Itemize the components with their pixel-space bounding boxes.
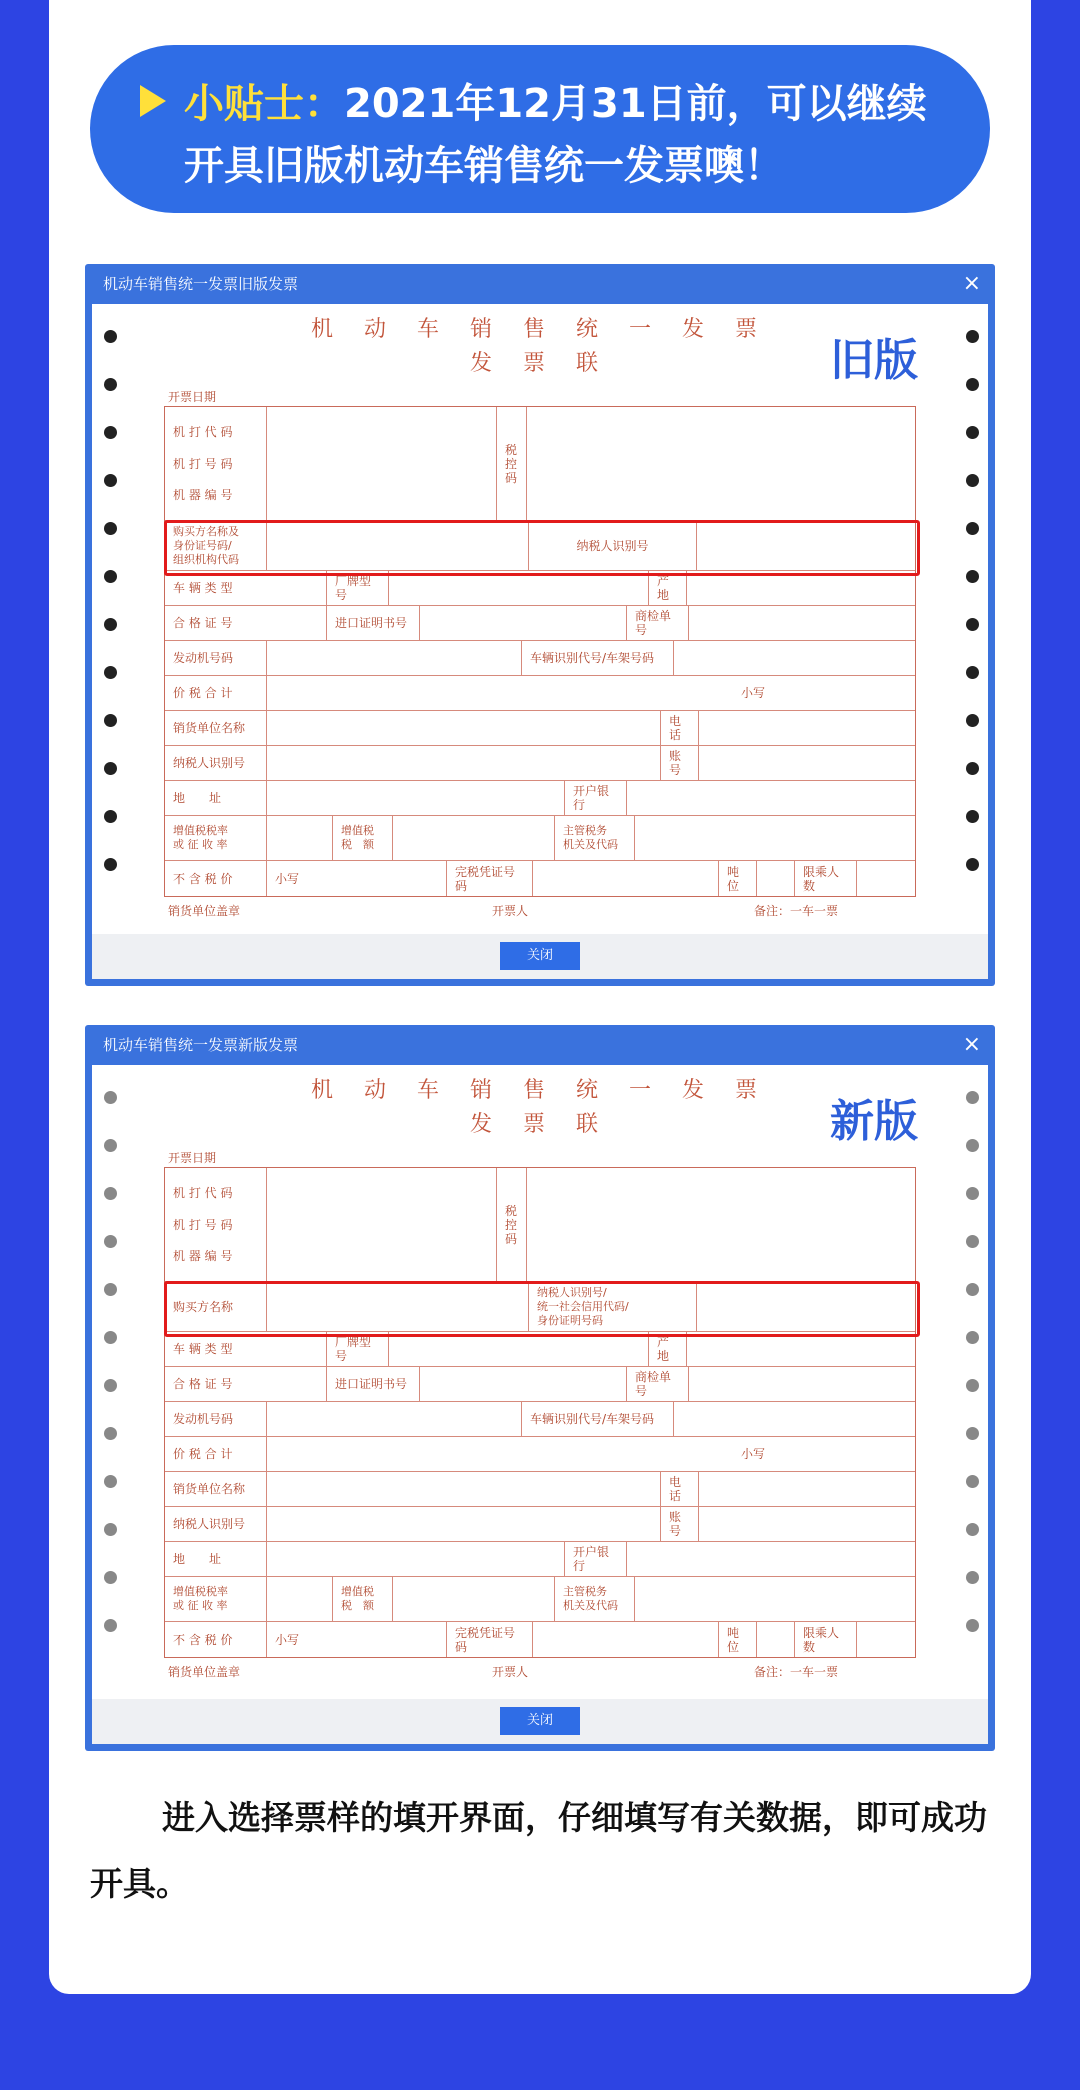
phone-label: 电话 — [661, 1472, 699, 1506]
note-label: 备注：一车一票 — [754, 904, 839, 918]
close-button[interactable]: 关闭 — [500, 1707, 580, 1735]
bank-label: 开户银行 — [565, 1542, 627, 1576]
new-invoice-window — [85, 1025, 995, 1751]
machine-no-label: 机 器 编 号 — [173, 488, 233, 503]
buyer-label: 购买方名称及 身份证号码/ 组织机构代码 — [165, 521, 267, 570]
import-cert-label: 进口证明书号 — [327, 1367, 420, 1401]
small-label: 小写 — [267, 1622, 447, 1657]
vat-amount-label: 增值税 税 额 — [333, 816, 393, 860]
play-triangle-icon — [140, 85, 166, 117]
perforation-left — [104, 1091, 118, 1667]
issue-date-label: 开票日期 — [168, 1151, 217, 1165]
vat-rate-label: 增值税税率 或 征 收 率 — [165, 1577, 267, 1621]
tax-office-label: 主管税务 机关及代码 — [555, 816, 635, 860]
new-version-badge: 新版 — [830, 1096, 918, 1147]
window-footer — [92, 1699, 988, 1744]
seal-label: 销货单位盖章 — [168, 1665, 241, 1679]
seats-label: 限乘人数 — [795, 1622, 857, 1657]
tip-banner — [90, 45, 990, 213]
seal-label: 销货单位盖章 — [168, 904, 241, 918]
perforation-right — [966, 1091, 980, 1667]
phone-label: 电话 — [661, 711, 699, 745]
tax-control-label: 税 控 码 — [497, 407, 527, 520]
close-icon[interactable]: × — [962, 271, 981, 296]
perforation-right — [966, 330, 980, 906]
total-label: 价 税 合 计 — [165, 1437, 267, 1471]
tax-voucher-label: 完税凭证号码 — [447, 861, 533, 896]
note-label: 备注：一车一票 — [754, 1665, 839, 1679]
tax-voucher-label: 完税凭证号码 — [447, 1622, 533, 1657]
vehicle-type-label: 车 辆 类 型 — [165, 1332, 327, 1366]
machine-no-label: 机 器 编 号 — [173, 1249, 233, 1264]
engine-no-label: 发动机号码 — [165, 1402, 267, 1436]
issuer-label: 开票人 — [492, 904, 529, 918]
vin-label: 车辆识别代号/车架号码 — [522, 1402, 674, 1436]
vat-amount-label: 增值税 税 额 — [333, 1577, 393, 1621]
issuer-label: 开票人 — [492, 1665, 529, 1679]
tip-body: 2021年12月31日前，可以继续开具旧版机动车销售统一发票噢！ — [184, 81, 927, 189]
invoice-form-grid — [164, 1167, 916, 1658]
doc-title: 机 动 车 销 售 统 一 发 票 — [311, 1078, 769, 1103]
origin-label: 产地 — [649, 571, 687, 605]
address-label: 地 址 — [165, 1542, 267, 1576]
address-label: 地 址 — [165, 781, 267, 815]
seller-tax-id-label: 纳税人识别号 — [165, 746, 267, 780]
code-label: 机 打 代 码 — [173, 424, 233, 439]
old-invoice-window — [85, 264, 995, 986]
account-label: 账号 — [661, 746, 699, 780]
close-icon[interactable]: × — [962, 1032, 981, 1057]
small-caps-label: 小写 — [740, 686, 765, 700]
bank-label: 开户银行 — [565, 781, 627, 815]
buyer-row-highlight — [164, 1281, 920, 1337]
issue-date-label: 开票日期 — [168, 390, 217, 404]
window-title: 机动车销售统一发票旧版发票 — [103, 275, 299, 293]
code-label: 机 打 代 码 — [173, 1185, 233, 1200]
seller-tax-id-label: 纳税人识别号 — [165, 1507, 267, 1541]
buyer-tax-id-label: 纳税人识别号 — [529, 521, 697, 570]
window-titlebar — [85, 264, 995, 304]
inspection-no-label: 商检单号 — [627, 606, 689, 640]
brand-model-label: 厂牌型号 — [327, 1332, 389, 1366]
origin-label: 产地 — [649, 1332, 687, 1366]
buyer-row-highlight — [164, 520, 920, 576]
tip-lead: 小贴士： — [184, 81, 344, 127]
invoice-form-grid — [164, 406, 916, 897]
vin-label: 车辆识别代号/车架号码 — [522, 641, 674, 675]
tax-control-label: 税 控 码 — [497, 1168, 527, 1281]
engine-no-label: 发动机号码 — [165, 641, 267, 675]
window-footer — [92, 934, 988, 979]
price-ex-tax-label: 不 含 税 价 — [165, 861, 267, 896]
tax-office-label: 主管税务 机关及代码 — [555, 1577, 635, 1621]
vehicle-type-label: 车 辆 类 型 — [165, 571, 327, 605]
doc-subtitle: 发 票 联 — [470, 1112, 610, 1137]
invoice-paper — [92, 1065, 988, 1699]
small-label: 小写 — [267, 861, 447, 896]
close-button[interactable]: 关闭 — [500, 942, 580, 970]
seats-label: 限乘人数 — [795, 861, 857, 896]
window-title: 机动车销售统一发票新版发票 — [103, 1036, 299, 1054]
tonnage-label: 吨位 — [719, 1622, 757, 1657]
invoice-paper — [92, 304, 988, 934]
old-version-badge: 旧版 — [830, 335, 918, 386]
import-cert-label: 进口证明书号 — [327, 606, 420, 640]
instruction-text: 进入选择票样的填开界面，仔细填写有关数据，即可成功开具。 — [90, 1798, 987, 1903]
buyer-label: 购买方名称 — [165, 1282, 267, 1331]
vat-rate-label: 增值税税率 或 征 收 率 — [165, 816, 267, 860]
total-label: 价 税 合 计 — [165, 676, 267, 710]
buyer-tax-id-label: 纳税人识别号/ 统一社会信用代码/ 身份证明号码 — [529, 1282, 697, 1331]
seller-name-label: 销货单位名称 — [165, 711, 267, 745]
inspection-no-label: 商检单号 — [627, 1367, 689, 1401]
doc-subtitle: 发 票 联 — [470, 351, 610, 376]
cert-no-label: 合 格 证 号 — [165, 1367, 327, 1401]
window-titlebar — [85, 1025, 995, 1065]
perforation-left — [104, 330, 118, 906]
tonnage-label: 吨位 — [719, 861, 757, 896]
brand-model-label: 厂牌型号 — [327, 571, 389, 605]
doc-title: 机 动 车 销 售 统 一 发 票 — [311, 317, 769, 342]
price-ex-tax-label: 不 含 税 价 — [165, 1622, 267, 1657]
seller-name-label: 销货单位名称 — [165, 1472, 267, 1506]
cert-no-label: 合 格 证 号 — [165, 606, 327, 640]
account-label: 账号 — [661, 1507, 699, 1541]
small-caps-label: 小写 — [740, 1447, 765, 1461]
number-label: 机 打 号 码 — [173, 1217, 233, 1232]
number-label: 机 打 号 码 — [173, 456, 233, 471]
